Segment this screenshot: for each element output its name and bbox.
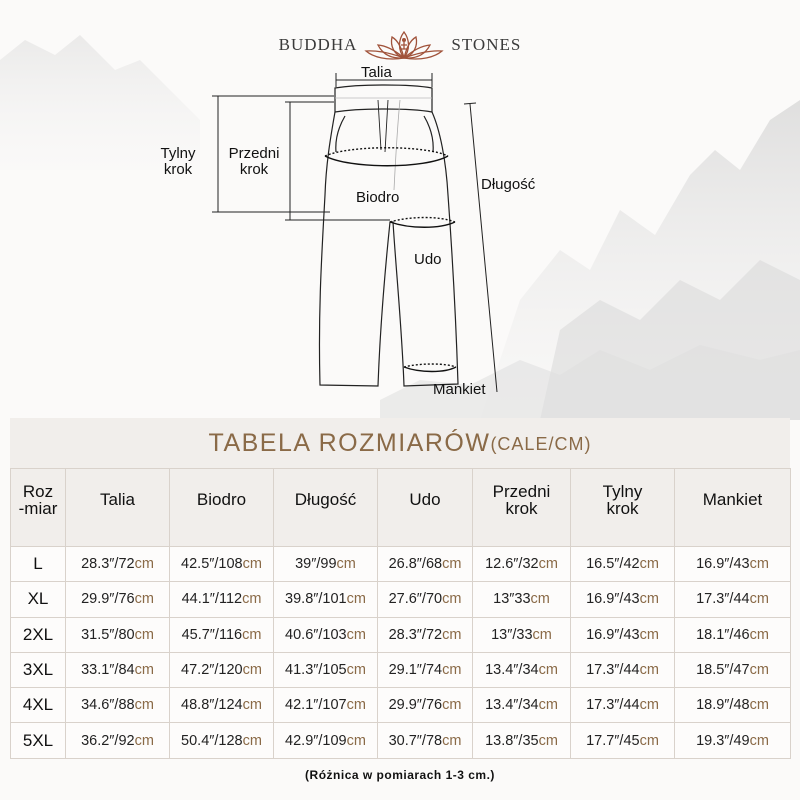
column-header: Długość [274, 469, 378, 547]
table-header-row [11, 469, 791, 547]
measurement-unit: cm [639, 591, 659, 608]
measurement-unit: cm [346, 732, 366, 749]
measurement-value: 48.8″/124 [181, 697, 243, 714]
measurement-unit: cm [134, 556, 154, 573]
measurement-cell [571, 582, 675, 617]
measurement-value: 19.3″/49 [696, 732, 750, 749]
size-cell: 4XL [11, 688, 66, 723]
measurement-unit: cm [134, 626, 154, 643]
size-table [10, 468, 791, 759]
measurement-value: 31.5″/80 [81, 626, 135, 643]
label-cuff: Mankiet [433, 381, 486, 398]
measurement-value: 16.9″/43 [586, 626, 640, 643]
measurement-unit: cm [134, 591, 154, 608]
measurement-value: 47.2″/120 [181, 662, 243, 679]
measurement-value: 13.8″/35 [485, 732, 539, 749]
measurement-unit: cm [749, 697, 769, 714]
measurement-value: 16.5″/42 [586, 556, 640, 573]
measurement-unit: cm [336, 556, 356, 573]
measurement-value: 42.5″/108 [181, 556, 243, 573]
measurement-cell [378, 723, 473, 758]
measurement-value: 27.6″/70 [388, 591, 443, 608]
measurement-value: 26.8″/68 [388, 556, 443, 573]
measurement-cell [473, 617, 571, 652]
measurement-cell [274, 582, 378, 617]
brand-name-right: STONES [451, 35, 522, 54]
measurement-cell [473, 652, 571, 687]
measurement-value: 13″33 [493, 591, 531, 608]
measurement-cell [274, 688, 378, 723]
measurement-unit: cm [242, 591, 262, 608]
measurement-value: 41.3″/105 [285, 662, 347, 679]
measurement-cell [675, 617, 791, 652]
measurement-value: 13″/33 [491, 626, 533, 643]
measurement-unit: cm [442, 732, 462, 749]
measurement-unit: cm [639, 626, 659, 643]
measurement-value: 18.9″/48 [696, 697, 750, 714]
measurement-value: 17.3″/44 [696, 591, 750, 608]
measurement-cell [378, 688, 473, 723]
measurement-value: 28.3″/72 [81, 556, 135, 573]
measurement-cell [66, 582, 170, 617]
measurement-value: 42.1″/107 [285, 697, 347, 714]
measurement-value: 12.6″/32 [485, 556, 539, 573]
measurement-cell [170, 652, 274, 687]
measurement-unit: cm [639, 697, 659, 714]
measurement-value: 17.7″/45 [586, 732, 640, 749]
column-header: Udo [378, 469, 473, 547]
measurement-unit: cm [346, 626, 366, 643]
table-row [11, 652, 791, 687]
label-waist: Talia [361, 64, 392, 81]
table-row [11, 547, 791, 582]
measurement-cell [170, 723, 274, 758]
measurement-value: 16.9″/43 [586, 591, 640, 608]
measurement-value: 28.3″/72 [388, 626, 443, 643]
measurement-cell [675, 582, 791, 617]
measurement-unit: cm [749, 662, 769, 679]
measurement-note: (Różnica w pomiarach 1-3 cm.) [305, 768, 495, 782]
measurement-value: 17.3″/44 [586, 662, 640, 679]
measurement-unit: cm [346, 591, 366, 608]
measurement-unit: cm [346, 662, 366, 679]
label-back-rise: Tylny krok [160, 145, 196, 178]
size-chart-table [10, 418, 790, 758]
measurement-unit: cm [242, 732, 262, 749]
label-thigh: Udo [414, 251, 442, 268]
measurement-value: 30.7″/78 [388, 732, 443, 749]
measurement-unit: cm [134, 732, 154, 749]
measurement-cell [274, 652, 378, 687]
measurement-cell [274, 723, 378, 758]
measurement-cell [473, 582, 571, 617]
measurement-unit: cm [538, 697, 558, 714]
measurement-unit: cm [442, 591, 462, 608]
measurement-unit: cm [442, 556, 462, 573]
table-row [11, 723, 791, 758]
brand-name-left: BUDDHA [278, 35, 358, 54]
label-hip: Biodro [356, 189, 400, 206]
size-cell: L [11, 547, 66, 582]
column-header: Biodro [170, 469, 274, 547]
table-row [11, 582, 791, 617]
size-chart-title-unit: (CALE/CM) [490, 434, 592, 454]
measurement-cell [66, 547, 170, 582]
measurement-value: 36.2″/92 [81, 732, 135, 749]
measurement-value: 34.6″/88 [81, 697, 135, 714]
measurement-unit: cm [442, 626, 462, 643]
measurement-unit: cm [749, 732, 769, 749]
measurement-cell [66, 688, 170, 723]
measurement-cell [170, 617, 274, 652]
measurement-value: 16.9″/43 [696, 556, 750, 573]
measurement-value: 40.6″/103 [285, 626, 347, 643]
measurement-value: 18.5″/47 [696, 662, 750, 679]
measurement-unit: cm [749, 556, 769, 573]
measurement-value: 13.4″/34 [485, 662, 539, 679]
column-header: Mankiet [675, 469, 791, 547]
measurement-cell [675, 688, 791, 723]
measurement-value: 44.1″/112 [181, 591, 243, 608]
column-header: Talia [66, 469, 170, 547]
measurement-cell [473, 688, 571, 723]
measurement-unit: cm [749, 591, 769, 608]
measurement-value: 29.9″/76 [81, 591, 135, 608]
measurement-cell [66, 652, 170, 687]
measurement-unit: cm [639, 732, 659, 749]
measurement-cell [378, 617, 473, 652]
measurement-unit: cm [530, 591, 550, 608]
size-chart-title [10, 418, 790, 468]
measurement-value: 50.4″/128 [181, 732, 243, 749]
measurement-cell [473, 723, 571, 758]
measurement-value: 39.8″/101 [285, 591, 347, 608]
size-cell: 3XL [11, 652, 66, 687]
measurement-cell [571, 723, 675, 758]
measurement-cell [378, 547, 473, 582]
measurement-cell [675, 723, 791, 758]
label-front-rise: Przedni krok [228, 145, 280, 178]
measurement-cell [571, 547, 675, 582]
table-row [11, 617, 791, 652]
measurement-value: 45.7″/116 [181, 626, 243, 643]
measurement-unit: cm [749, 626, 769, 643]
measurement-cell [571, 652, 675, 687]
column-header: Przedni krok [473, 469, 571, 547]
measurement-unit: cm [538, 556, 558, 573]
measurement-cell [675, 547, 791, 582]
measurement-value: 18.1″/46 [696, 626, 750, 643]
measurement-unit: cm [242, 626, 262, 643]
measurement-value: 29.1″/74 [388, 662, 443, 679]
measurement-value: 33.1″/84 [81, 662, 135, 679]
measurement-unit: cm [639, 662, 659, 679]
measurement-value: 17.3″/44 [586, 697, 640, 714]
table-row [11, 688, 791, 723]
measurement-unit: cm [242, 662, 262, 679]
measurement-value: 13.4″/34 [485, 697, 539, 714]
label-length: Długość [481, 176, 536, 193]
measurement-value: 42.9″/109 [285, 732, 347, 749]
size-cell: XL [11, 582, 66, 617]
waistband-outline [335, 85, 432, 112]
measurement-unit: cm [442, 697, 462, 714]
measurement-cell [66, 617, 170, 652]
size-cell: 2XL [11, 617, 66, 652]
measurement-cell [378, 582, 473, 617]
measurement-unit: cm [639, 556, 659, 573]
measurement-cell [473, 547, 571, 582]
measurement-cell [170, 547, 274, 582]
column-header: Roz -miar [11, 469, 66, 547]
measurement-cell [170, 688, 274, 723]
measurement-unit: cm [538, 662, 558, 679]
measurement-unit: cm [134, 697, 154, 714]
size-chart-title-main: TABELA ROZMIARÓW [208, 428, 491, 457]
measurement-cell [170, 582, 274, 617]
size-cell: 5XL [11, 723, 66, 758]
measurement-cell [274, 547, 378, 582]
measurement-unit: cm [346, 697, 366, 714]
measurement-unit: cm [242, 697, 262, 714]
measurement-cell [274, 617, 378, 652]
column-header: Tylny krok [571, 469, 675, 547]
measurement-value: 39″/99 [295, 556, 337, 573]
measurement-value: 29.9″/76 [388, 697, 443, 714]
measurement-cell [66, 723, 170, 758]
measurement-unit: cm [538, 732, 558, 749]
table-body [11, 547, 791, 759]
measurement-cell [675, 652, 791, 687]
measurement-unit: cm [134, 662, 154, 679]
measurement-unit: cm [442, 662, 462, 679]
measurement-unit: cm [532, 626, 552, 643]
measurement-cell [571, 617, 675, 652]
measurement-unit: cm [242, 556, 262, 573]
measurement-cell [571, 688, 675, 723]
measurement-cell [378, 652, 473, 687]
